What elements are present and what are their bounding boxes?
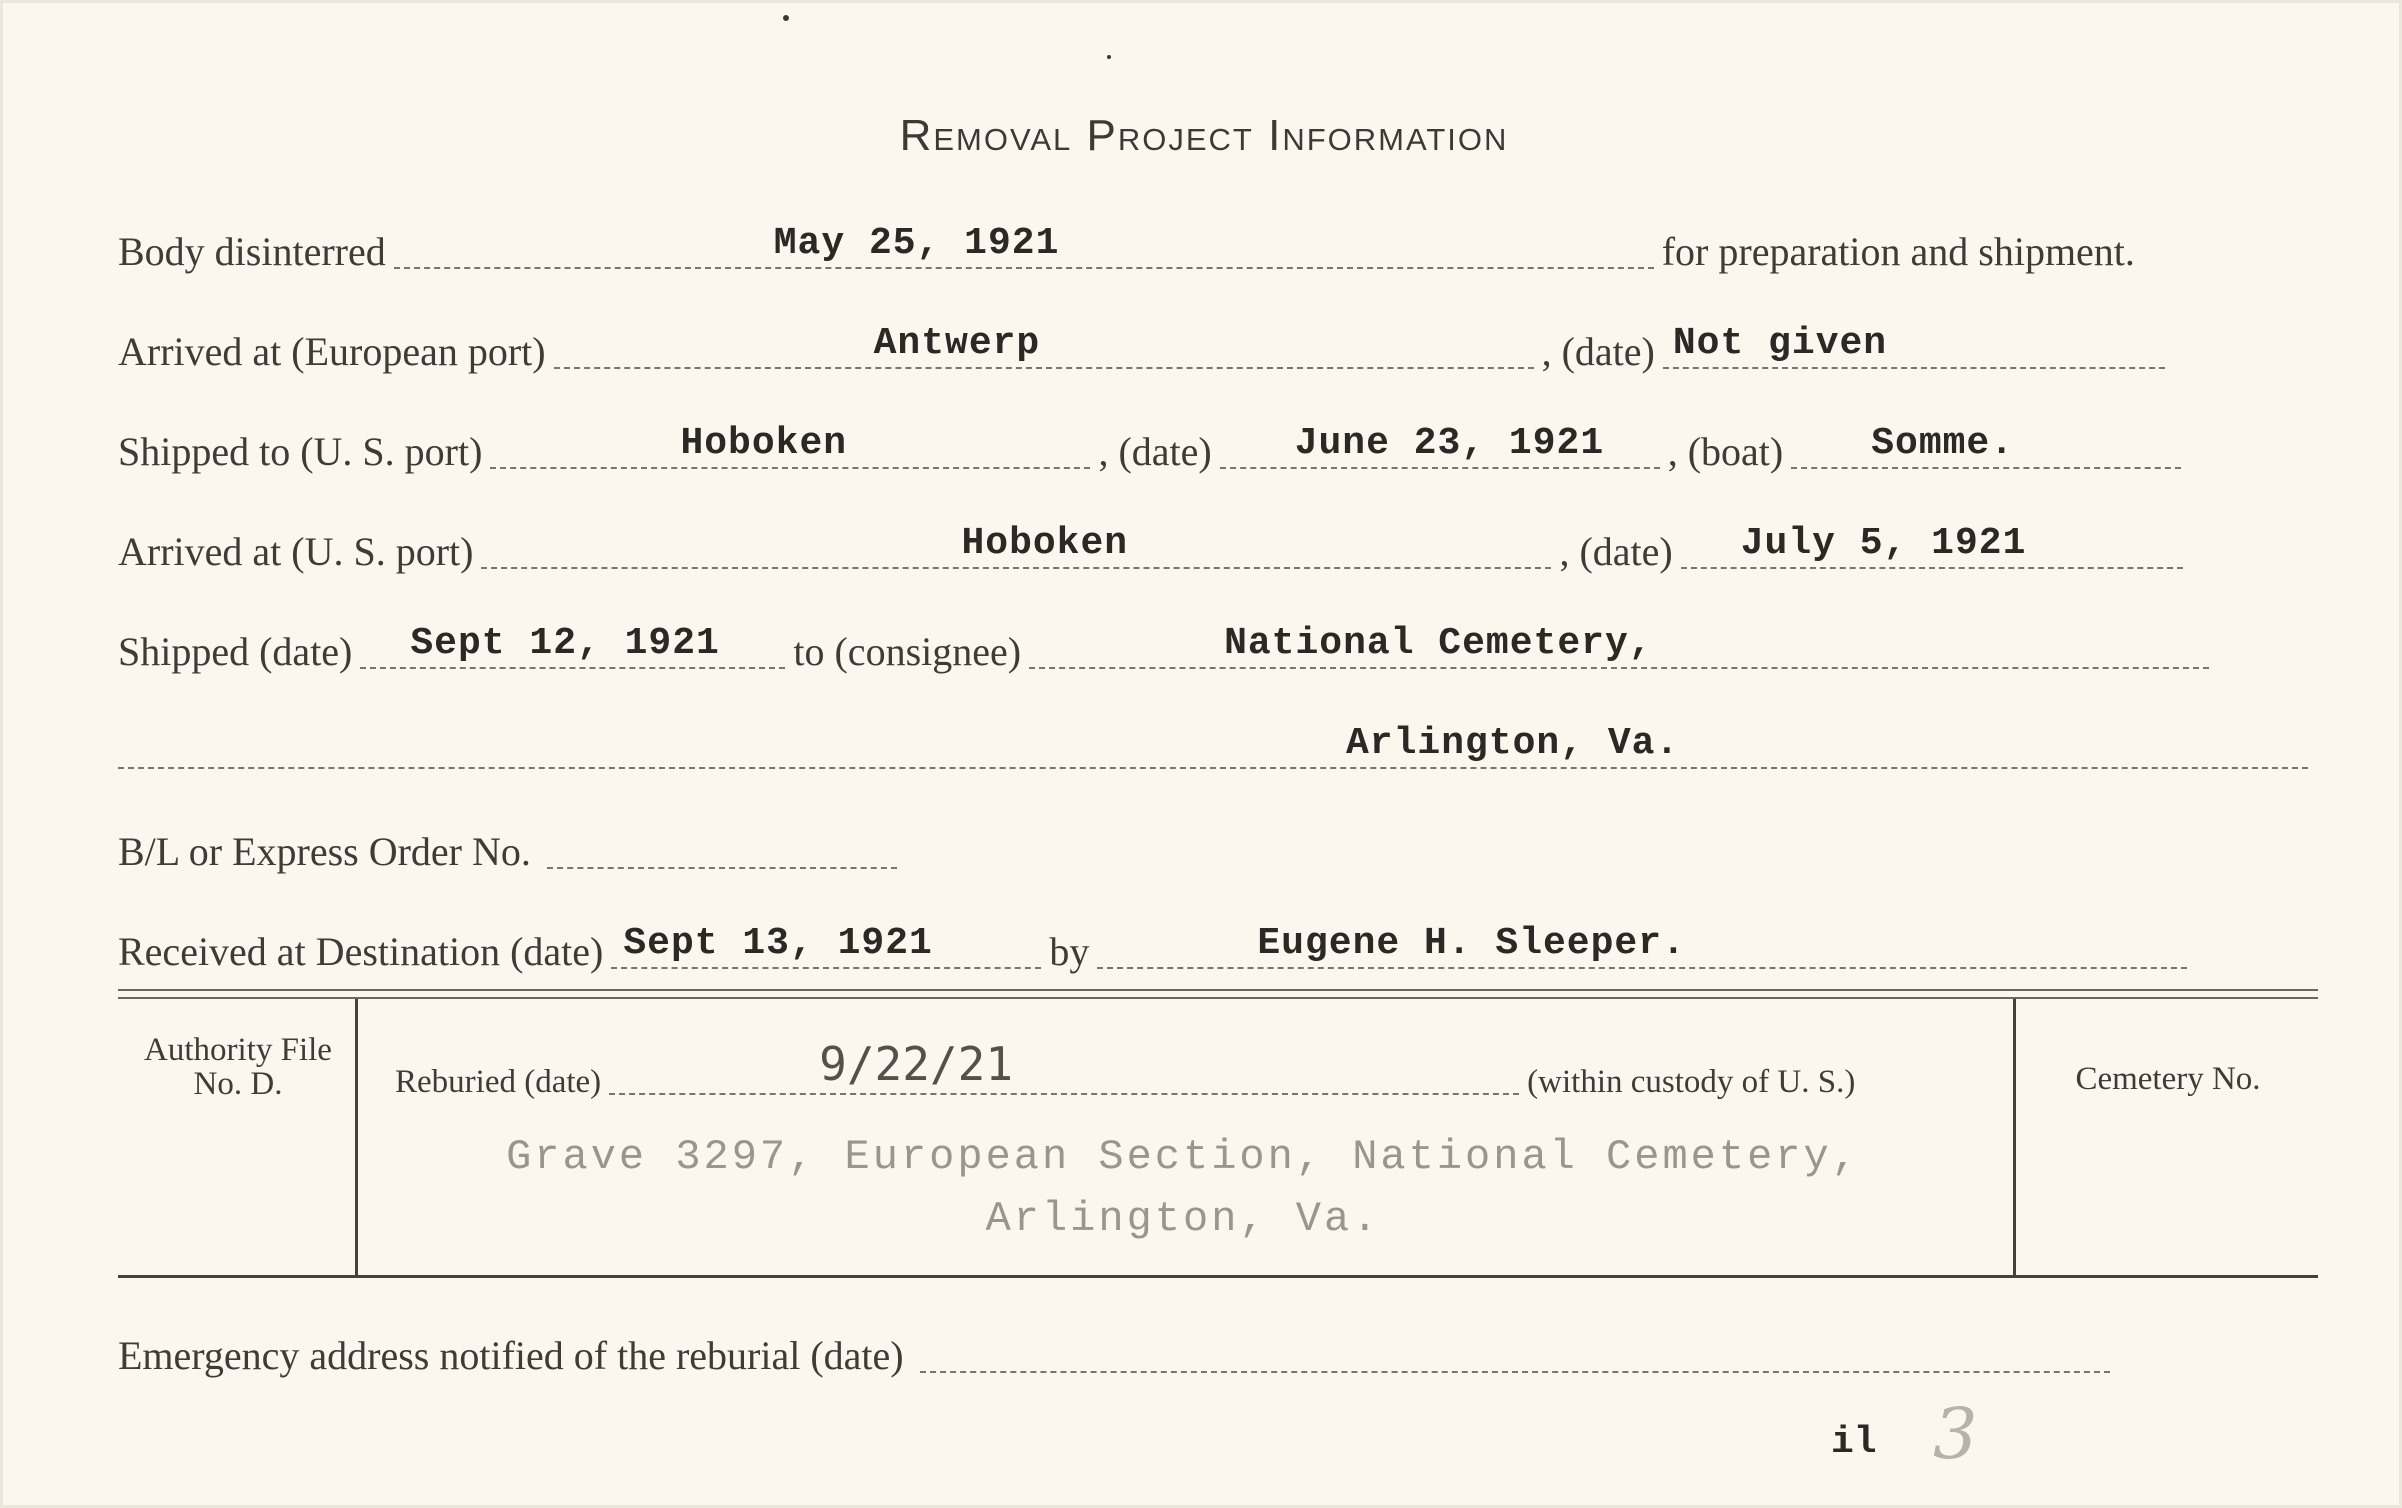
received-by-label: by (1049, 929, 1090, 974)
body-disinterred-label: Body disinterred (118, 229, 386, 274)
received-by-value: Eugene H. Sleeper. (1257, 922, 1686, 965)
consignee-value: National Cemetery, (1224, 622, 1653, 665)
ink-speck (783, 15, 789, 21)
shipped-label: Shipped (date) (118, 629, 353, 674)
received-date-value: Sept 13, 1921 (623, 922, 933, 965)
cemetery-no-label: Cemetery No. (2075, 1061, 2261, 1097)
emergency-row (118, 1331, 2118, 1379)
received-label: Received at Destination (date) (118, 929, 604, 974)
reburied-row (395, 1037, 1856, 1101)
received-date-field (611, 922, 1041, 969)
arrived-us-field (481, 522, 1551, 569)
consignee-field (1029, 622, 2209, 669)
reburied-label: Reburied (date) (395, 1064, 602, 1100)
consignee-line2-row (118, 722, 2316, 775)
shipped-us-date-value: June 23, 1921 (1294, 422, 1605, 465)
bl-field (547, 827, 897, 869)
box-top-rule (118, 989, 2318, 999)
arrived-european-row (118, 322, 2173, 375)
box-divider-left (355, 999, 358, 1275)
arrived-european-label: Arrived at (European port) (118, 329, 546, 374)
arrived-us-row (118, 522, 2191, 575)
ink-speck (1107, 55, 1111, 59)
grave-location-line2: Arlington, Va. (985, 1195, 1381, 1243)
bl-row (118, 827, 905, 875)
shipped-date-value: Sept 12, 1921 (410, 622, 720, 665)
body-disinterred-field (394, 222, 1654, 269)
form-title: Removal Project Information (899, 111, 1509, 160)
consignee-label: to (consignee) (793, 629, 1022, 674)
body-disinterred-value: May 25, 1921 (773, 222, 1060, 265)
box-bottom-rule (118, 1275, 2318, 1278)
body-disinterred-suffix: for preparation and shipment. (1661, 229, 2135, 274)
arrived-european-date-value: Not given (1672, 322, 1888, 365)
arrived-european-field (554, 322, 1534, 369)
shipped-us-label: Shipped to (U. S. port) (118, 429, 483, 474)
consignee-line2-field (118, 722, 2308, 769)
shipped-us-date-field (1220, 422, 1660, 469)
arrived-european-date-label: , (date) (1541, 329, 1655, 374)
authority-file-label: Authority File No. D. (144, 1032, 332, 1102)
body-disinterred-row (118, 222, 2135, 275)
shipped-row (118, 622, 2217, 675)
bl-label: B/L or Express Order No. (118, 829, 531, 874)
shipped-us-boat-value: Somme. (1871, 422, 2015, 465)
arrived-european-date-field (1663, 322, 2165, 369)
shipped-us-row (118, 422, 2189, 475)
arrived-us-value: Hoboken (961, 522, 1129, 565)
shipped-us-boat-label: , (boat) (1667, 429, 1784, 474)
reburied-value: 9/22/21 (819, 1037, 1014, 1091)
emergency-label: Emergency address notified of the reburial (date) (118, 1333, 904, 1378)
arrived-us-date-value: July 5, 1921 (1740, 522, 2027, 565)
pencil-mark: 3 (1933, 1393, 1978, 1475)
received-by-field (1097, 922, 2187, 969)
arrived-us-date-field (1681, 522, 2183, 569)
footer-code: il (1831, 1421, 1877, 1464)
arrived-us-date-label: , (date) (1559, 529, 1673, 574)
grave-location-line1: Grave 3297, European Section, National Cemetery, (506, 1133, 1860, 1181)
shipped-us-date-label: , (date) (1098, 429, 1212, 474)
emergency-field (920, 1331, 2110, 1373)
reburied-field (609, 1037, 1519, 1095)
shipped-date-field (360, 622, 785, 669)
received-row (118, 922, 2195, 975)
box-divider-right (2013, 999, 2016, 1275)
custody-label: (within custody of U. S.) (1527, 1064, 1856, 1100)
shipped-us-field (490, 422, 1090, 469)
consignee-line2-value: Arlington, Va. (1346, 722, 1680, 765)
shipped-us-value: Hoboken (680, 422, 848, 465)
shipped-us-boat-field (1791, 422, 2181, 469)
arrived-european-value: Antwerp (873, 322, 1041, 365)
arrived-us-label: Arrived at (U. S. port) (118, 529, 474, 574)
